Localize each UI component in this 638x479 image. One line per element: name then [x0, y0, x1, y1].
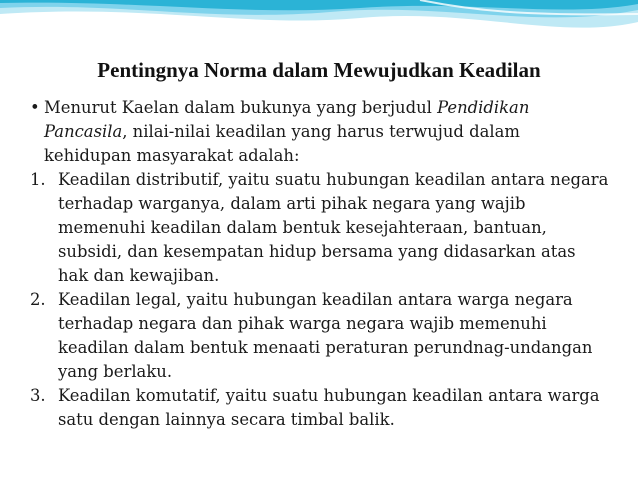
- item-text: Keadilan legal, yaitu hubungan keadilan antara warga negara terhadap negara dan pihak warga negara wajib memenuhi keadilan dalam bentuk menaati peraturan perundnag-undangan yang berlaku.: [58, 290, 593, 381]
- intro-text-after: , nilai-nilai keadilan yang harus terwujud dalam kehidupan masyarakat adalah:: [44, 122, 520, 165]
- item-number: 2.: [30, 290, 46, 309]
- bullet-marker: •: [30, 98, 40, 117]
- item-number: 1.: [30, 170, 46, 189]
- list-item-commutative: [30, 384, 610, 432]
- decorative-wave-banner: [0, 0, 638, 60]
- item-number: 3.: [30, 386, 46, 405]
- list-item-legal: [30, 288, 610, 384]
- intro-paragraph: [30, 96, 610, 168]
- book-title: Pendidikan Pancasila: [44, 98, 530, 141]
- item-text: Keadilan distributif, yaitu suatu hubungan keadilan antara negara terhadap warganya, dalam arti pihak negara yang wajib memenuhi keadilan dalam bentuk kesejahteraan, bantuan, subsidi, dan kesempatan hidup bersama yang didasarkan atas hak dan kewajiban.: [58, 170, 609, 285]
- list-item-distributive: [30, 168, 610, 288]
- item-text: Keadilan komutatif, yaitu suatu hubungan keadilan antara warga satu dengan lainnya secara timbal balik.: [58, 386, 600, 429]
- slide-title: Pentingnya Norma dalam Mewujudkan Keadilan: [97, 58, 541, 82]
- intro-text-before: Menurut Kaelan dalam bukunya yang berjudul: [44, 98, 438, 117]
- slide-content: [30, 96, 610, 432]
